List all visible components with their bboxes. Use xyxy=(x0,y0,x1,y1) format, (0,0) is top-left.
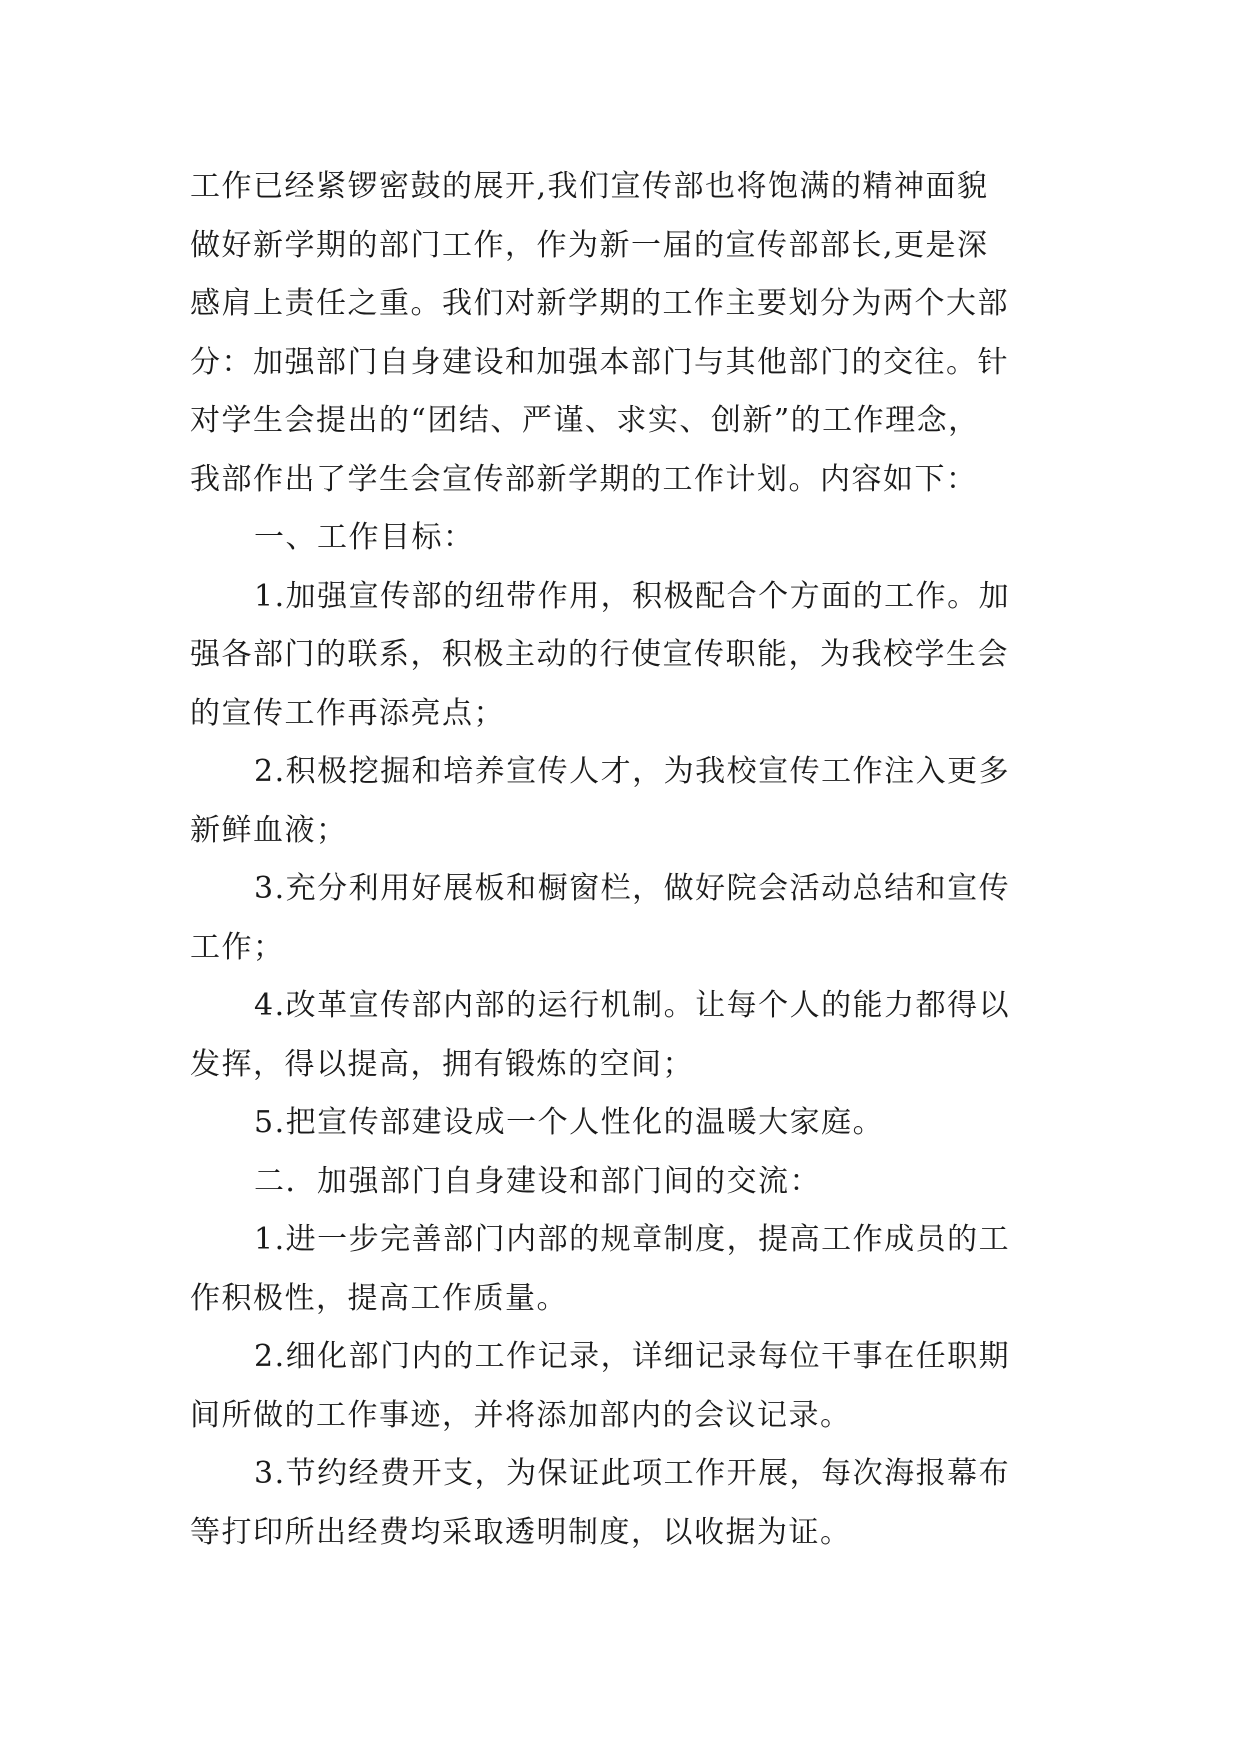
text-line: 的宣传工作再添亮点； xyxy=(190,695,505,731)
list-item-start: 3.充分利用好展板和橱窗栏，做好院会活动总结和宣传 xyxy=(254,871,1011,906)
section-heading-communication: 二．加强部门自身建设和部门间的交流： xyxy=(254,1163,821,1199)
text-line: 作积极性，提高工作质量。 xyxy=(190,1280,568,1316)
list-item-start: 4.改革宣传部内部的运行机制。让每个人的能力都得以 xyxy=(254,988,1011,1023)
list-item-start: 5.把宣传部建设成一个人性化的温暖大家庭。 xyxy=(254,1105,885,1140)
list-item-start: 2.细化部门内的工作记录，详细记录每位干事在任职期 xyxy=(254,1339,1011,1374)
list-item-start: 1.加强宣传部的纽带作用，积极配合个方面的工作。加 xyxy=(254,578,1011,614)
text-line: 感肩上责任之重。我们对新学期的工作主要划分为两个大部 xyxy=(190,286,1009,321)
document-body xyxy=(190,158,1060,1562)
text-line: 强各部门的联系，积极主动的行使宣传职能，为我校学生会 xyxy=(190,637,1009,672)
text-line: 工作已经紧锣密鼓的展开,我们宣传部也将饱满的精神面貌 xyxy=(190,169,989,204)
text-line: 做好新学期的部门工作，作为新一届的宣传部部长,更是深 xyxy=(190,227,989,263)
text-line: 新鲜血液； xyxy=(190,812,348,848)
text-line: 间所做的工作事迹，并将添加部内的会议记录。 xyxy=(190,1397,852,1433)
text-line: 发挥，得以提高，拥有锻炼的空间； xyxy=(190,1046,694,1082)
list-item-start: 1.进一步完善部门内部的规章制度，提高工作成员的工 xyxy=(254,1222,1011,1257)
list-item-start: 3.节约经费开支，为保证此项工作开展，每次海报幕布 xyxy=(254,1456,1011,1491)
section-heading-goals: 一、工作目标： xyxy=(254,520,475,555)
text-line: 分：加强部门自身建设和加强本部门与其他部门的交往。针 xyxy=(190,344,1009,380)
text-line: 等打印所出经费均采取透明制度，以收据为证。 xyxy=(190,1514,852,1550)
text-line: 对学生会提出的“团结、严谨、求实、创新”的工作理念， xyxy=(190,403,980,438)
text-line: 我部作出了学生会宣传部新学期的工作计划。内容如下： xyxy=(190,461,978,497)
list-item-start: 2.积极挖掘和培养宣传人才，为我校宣传工作注入更多 xyxy=(254,754,1011,789)
text-line: 工作； xyxy=(190,929,285,965)
